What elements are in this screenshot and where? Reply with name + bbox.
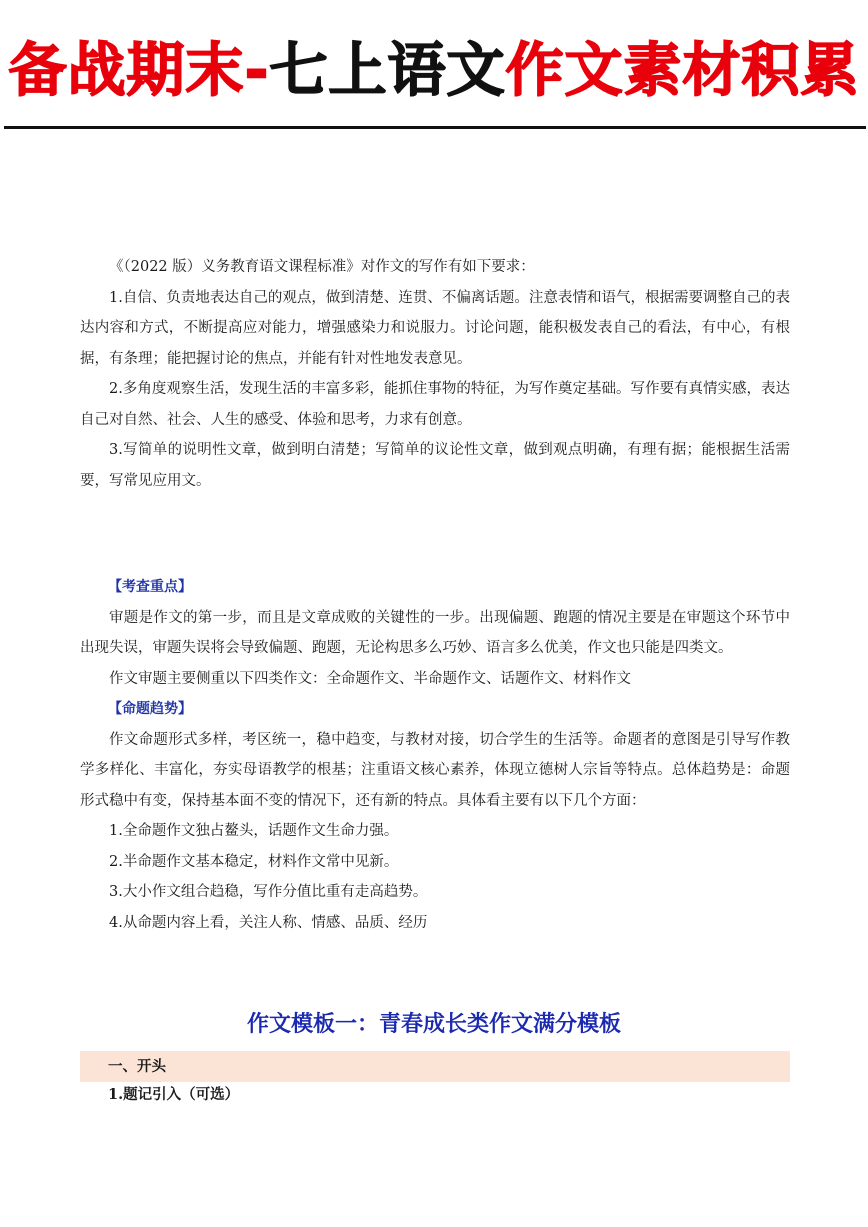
section-heading: 一、开头: [108, 1058, 166, 1075]
standards-item: 1.自信、负责地表达自己的观点，做到清楚、连贯、不偏离话题。注意表情和语气，根据需要调整自己的表达内容和方式，不断提高应对能力，增强感染力和说服力。讨论问题，能积极发表自己的看法，有中心，有根据，有条理；能把握讨论的焦点，并能有针对性地发表意见。: [80, 289, 790, 367]
banner-part-topic: 作文素材积累: [505, 36, 860, 104]
focus-heading: 【考查重点】: [108, 579, 192, 595]
standards-item: 3.写简单的说明性文章，做到明白清楚；写简单的议论性文章，做到观点明确，有理有据；能根据生活需要，写常见应用文。: [80, 442, 790, 489]
trend-heading: 【命题趋势】: [108, 701, 192, 717]
focus-paragraph: 作文审题主要侧重以下四类作文：全命题作文、半命题作文、话题作文、材料作文: [109, 670, 631, 687]
focus-paragraph: 审题是作文的第一步，而且是文章成败的关键性的一步。出现偏题、跑题的情况主要是在审题这个环节中出现失误，审题失误将会导致偏题、跑题，无论构思多么巧妙、语言多么优美，作文也只能是四类文。: [80, 609, 790, 656]
banner-part-exam: 备战期末-: [8, 36, 270, 104]
exam-focus-section: [80, 572, 790, 938]
section-heading-bar: [80, 1051, 790, 1082]
page-banner: [0, 30, 868, 110]
trend-item: 2.半命题作文基本稳定，材料作文常中见新。: [109, 853, 399, 870]
banner-divider: [4, 126, 866, 129]
trend-paragraph: 作文命题形式多样，考区统一，稳中趋变，与教材对接，切合学生的生活等。命题者的意图是引导写作教学多样化、丰富化，夯实母语教学的根基；注重语文核心素养，体现立德树人宗旨等特点。总体趋势是：命题形式稳中有变，保持基本面不变的情况下，还有新的特点。具体看主要有以下几个方面：: [80, 731, 790, 809]
trend-item: 4.从命题内容上看，关注人称、情感、品质、经历: [109, 914, 428, 931]
banner-part-grade: 七上语文: [269, 36, 506, 104]
standards-intro: 《（2022 版）义务教育语文课程标准》对作文的写作有如下要求：: [109, 259, 535, 275]
trend-item: 1.全命题作文独占鳌头，话题作文生命力强。: [109, 823, 399, 839]
template-title: 作文模板一：青春成长类作文满分模板: [246, 1012, 621, 1037]
curriculum-standards: [80, 252, 790, 496]
trend-item: 3.大小作文组合趋稳，写作分值比重有走高趋势。: [109, 884, 428, 900]
subsection-heading: 1.题记引入（可选）: [108, 1086, 240, 1103]
standards-item: 2.多角度观察生活，发现生活的丰富多彩，能抓住事物的特征，为写作奠定基础。写作要有真情实感，表达自己对自然、社会、人生的感受、体验和思考，力求有创意。: [80, 381, 790, 428]
